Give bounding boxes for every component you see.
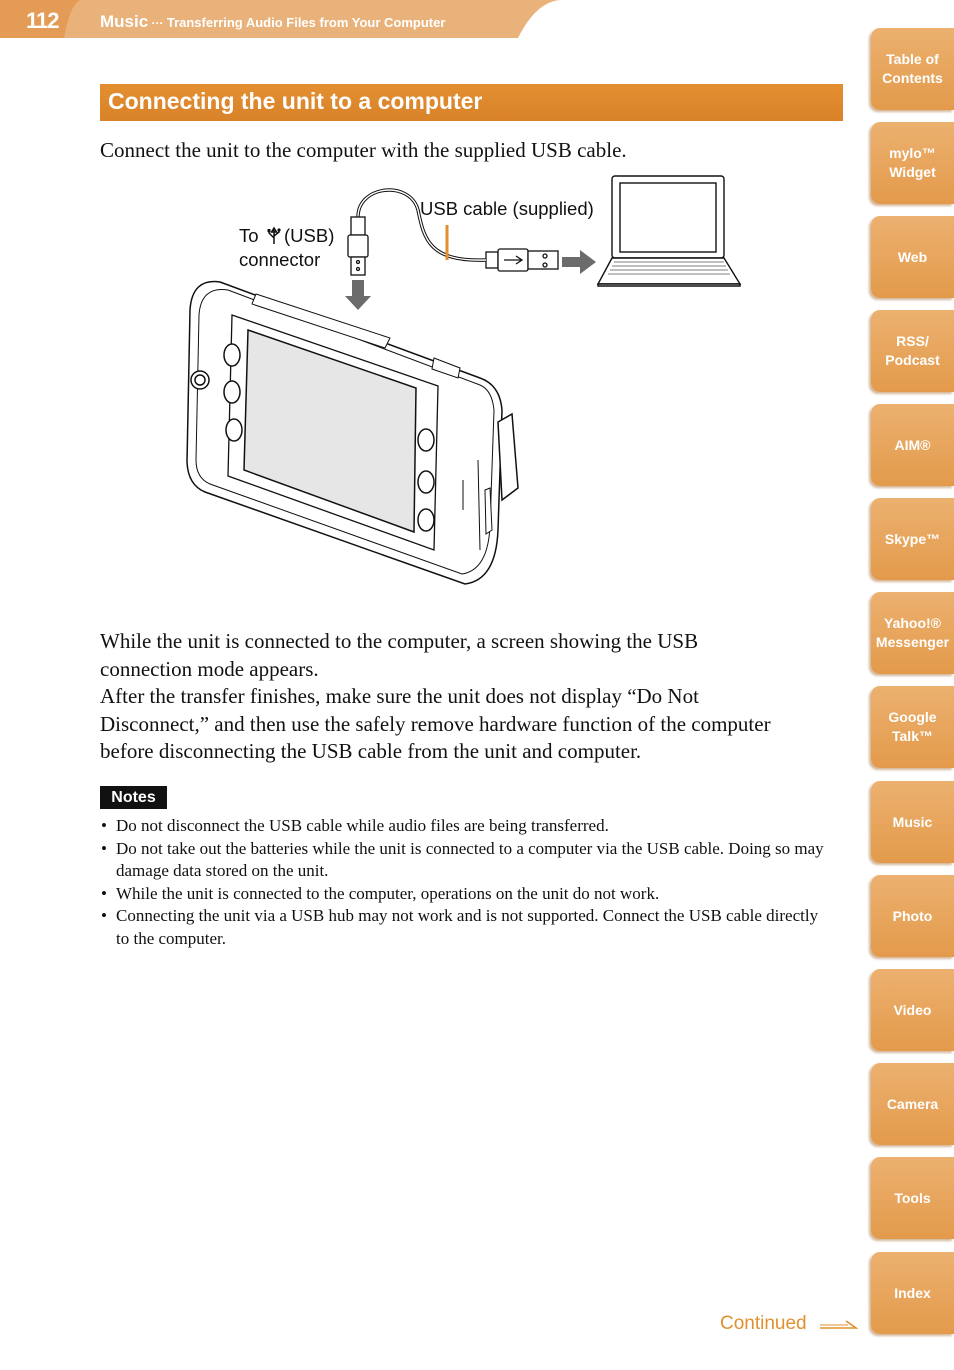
mylo-device-illustration (187, 282, 518, 584)
continued-arrow-icon (818, 1318, 860, 1332)
intro-text: Connect the unit to the computer with the supplied USB cable. (100, 138, 627, 162)
breadcrumb-subsection: Transferring Audio Files from Your Computer (166, 15, 446, 30)
label-usb: (USB) (284, 225, 335, 246)
continued-link[interactable]: Continued (720, 1313, 807, 1334)
usb-a-plug (486, 249, 558, 271)
note-item: • Do not disconnect the USB cable while audio files are being transferred. (100, 815, 830, 838)
tab-label: AIM® (894, 436, 931, 453)
notes-list (100, 815, 830, 951)
tab-label: RSS/ Podcast (885, 333, 940, 368)
tab-tools[interactable] (871, 1157, 954, 1239)
tab-label: Yahoo!® Messenger (875, 615, 950, 650)
section-title-bar (100, 84, 843, 121)
page-header (0, 0, 560, 40)
tab-label: mylo™ Widget (889, 145, 936, 180)
body-paragraph (100, 628, 850, 766)
body-line: While the unit is connected to the computer, a screen showing the USB (100, 629, 699, 653)
body-line: After the transfer finishes, make sure the unit does not display “Do Not (100, 684, 699, 708)
tab-mylo-widget[interactable] (871, 122, 954, 204)
tab-label: Table of Contents (882, 51, 943, 86)
label-usb-cable: USB cable (supplied) (420, 198, 594, 219)
body-line: Disconnect,” and then use the safely remove hardware function of the computer (100, 711, 771, 736)
tab-label: Index (894, 1284, 931, 1301)
arrow-to-unit (345, 280, 371, 310)
tab-label: Skype™ (884, 530, 941, 547)
usb-icon (266, 226, 282, 246)
tab-yahoo-messenger[interactable] (871, 592, 954, 674)
notes-heading: Notes (100, 786, 167, 809)
tab-aim[interactable] (871, 404, 954, 486)
body-line: connection mode appears. (100, 656, 319, 681)
page-number: 112 (26, 8, 59, 33)
tab-web[interactable] (871, 216, 954, 298)
tab-label: Web (897, 248, 928, 265)
breadcrumb (100, 12, 445, 32)
mini-usb-plug (348, 217, 368, 275)
breadcrumb-separator: ··· (148, 16, 167, 30)
label-connector: connector (239, 249, 321, 270)
tab-rss-podcast[interactable] (871, 310, 954, 392)
arrow-to-laptop (562, 250, 596, 274)
laptop-illustration (598, 176, 740, 286)
tab-camera[interactable] (871, 1063, 954, 1145)
note-item: • Do not take out the batteries while the unit is connected to a computer via the USB cable. Doing so may damage data stored on the unit. (100, 838, 830, 883)
body-line: before disconnecting the USB cable from the unit and computer. (100, 739, 642, 763)
tab-label: Camera (886, 1095, 939, 1112)
tab-video[interactable] (871, 969, 954, 1051)
tab-music[interactable] (871, 781, 954, 863)
tab-label: Google Talk™ (888, 709, 937, 744)
breadcrumb-section[interactable]: Music (100, 12, 149, 31)
tab-photo[interactable] (871, 875, 954, 957)
note-item: • While the unit is connected to the computer, operations on the unit do not work. (100, 883, 830, 906)
tab-label: Music (892, 813, 933, 830)
tab-label: Tools (894, 1189, 931, 1206)
tab-google-talk[interactable] (871, 686, 954, 768)
tab-index[interactable] (871, 1252, 954, 1334)
page-title: Connecting the unit to a computer (108, 88, 483, 114)
tab-table-of-contents[interactable] (871, 28, 954, 110)
label-to: To (239, 225, 259, 246)
usb-connection-diagram (180, 170, 760, 600)
tab-skype[interactable] (871, 498, 954, 580)
tab-label: Video (893, 1001, 932, 1018)
note-item: • Connecting the unit via a USB hub may not work and is not supported. Connect the USB cable directly to the computer. (100, 905, 830, 950)
tab-label: Photo (892, 907, 933, 924)
